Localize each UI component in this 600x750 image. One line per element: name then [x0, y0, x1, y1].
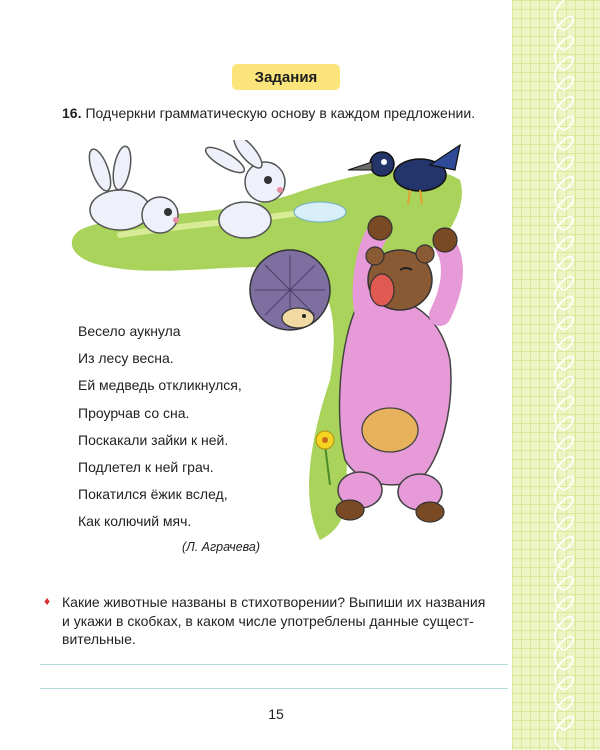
question-line: и укажи в скобках, в каком числе употреблены данные сущест- — [62, 612, 474, 629]
poem-author: (Л. Аграчева) — [182, 540, 261, 554]
page-number: 15 — [268, 706, 284, 722]
task-text: Подчеркни грамматическую основу в каждом предложении. — [85, 105, 476, 121]
poem-line: Ей медведь откликнулся, — [78, 377, 242, 394]
question-line: Какие животные названы в стихотворении? Выпиши их названия — [62, 594, 486, 610]
answer-line[interactable] — [40, 664, 508, 665]
poem-line: Из лесу весна. — [78, 350, 174, 367]
poem-line: Подлетел к ней грач. — [78, 459, 214, 476]
poem-line: Как колючий мяч. — [78, 513, 192, 530]
poem-line: Поскакали зайки к ней. — [78, 431, 229, 448]
diamond-bullet-icon: ♦ — [44, 594, 51, 608]
poem-line: Проурчав со сна. — [78, 404, 190, 421]
poem — [78, 318, 318, 536]
poem-line: Весело аукнула — [78, 323, 181, 339]
answer-line[interactable] — [40, 688, 508, 689]
rabbit-left — [85, 145, 179, 233]
puddle — [294, 202, 346, 222]
section-title-badge — [232, 64, 340, 90]
question-line: вительные. — [62, 631, 136, 647]
task-instruction — [62, 104, 502, 122]
section-title: Задания — [254, 68, 318, 86]
question-text — [62, 593, 512, 649]
decorative-side-strip — [512, 0, 600, 750]
loop-pattern — [512, 0, 600, 750]
task-number: 16. — [62, 105, 82, 121]
poem-line: Покатился ёжик вслед, — [78, 486, 228, 503]
